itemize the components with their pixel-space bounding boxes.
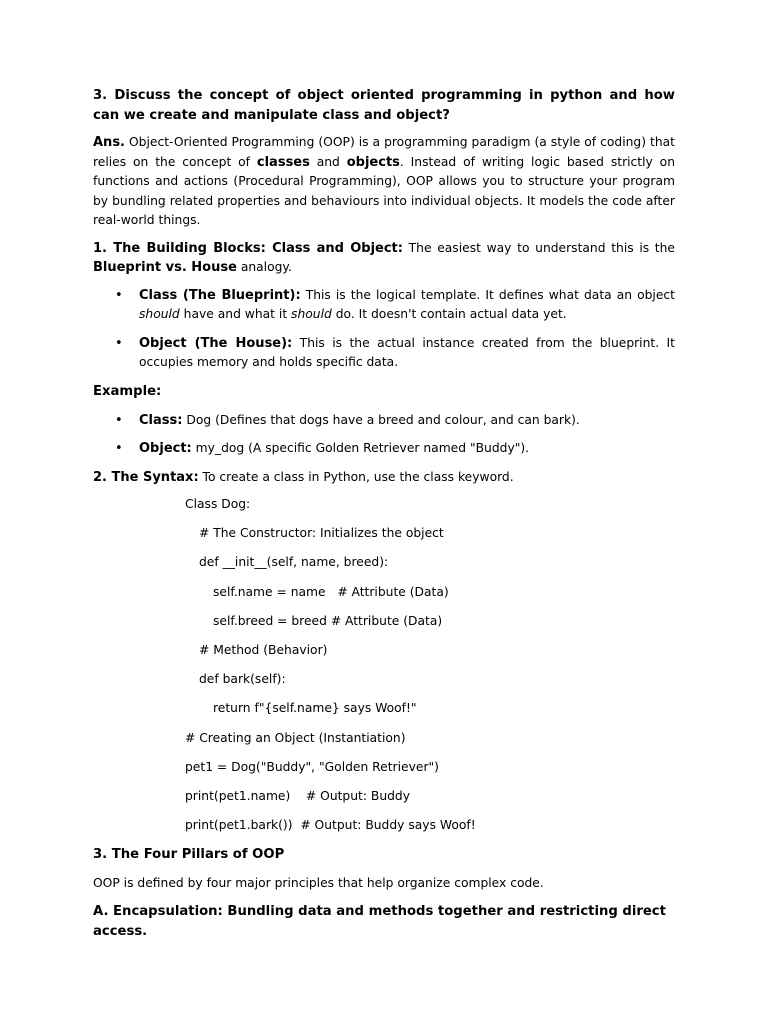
answer-text-2: and (309, 154, 347, 169)
bullet-label: Object: (139, 441, 192, 456)
code-line: print(pet1.bark()) # Output: Buddy says Woof! (185, 818, 476, 833)
answer-paragraph (93, 133, 675, 231)
section1-text-1: The easiest way to understand this is the (402, 240, 675, 255)
code-line: return f"{self.name} says Woof!" (213, 701, 417, 716)
example-bullet-list (93, 411, 675, 459)
document-page (93, 86, 675, 951)
code-line: print(pet1.name) # Output: Buddy (185, 788, 411, 803)
bullet-label: Class (The Blueprint): (139, 287, 301, 303)
answer-text-3: . Instead of writing logic based strictly on functions and actions (Procedural Programming), OOP allows you to structure your program by bundling related properties and behaviours into individual objects. It models the code after real-world things. (93, 154, 675, 227)
code-line: # Method (Behavior) (199, 642, 328, 657)
section1-bold-analogy: Blueprint vs. House (93, 260, 237, 275)
bullet-object-house (93, 334, 675, 373)
code-line: def bark(self): (199, 672, 286, 687)
code-line: # Creating an Object (Instantiation) (185, 730, 406, 745)
section2-paragraph (93, 468, 675, 488)
answer-bold-classes: classes (256, 154, 310, 170)
code-line: # The Constructor: Initializes the object (199, 526, 444, 541)
example-heading: Example: (93, 383, 162, 399)
section1-bullet-list (93, 286, 675, 373)
answer-text-1: Object-Oriented Programming (OOP) is a programming paradigm (a style of coding) that relies on the concept of (93, 135, 675, 169)
answer-bold-objects: objects (346, 154, 400, 170)
code-block (185, 495, 675, 835)
section2-heading: 2. The Syntax: (93, 469, 199, 485)
section3-text: OOP is defined by four major principles that help organize complex code. (93, 876, 544, 891)
code-line: self.name = name # Attribute (Data) (213, 584, 449, 599)
sectionA-heading: A. Encapsulation: Bundling data and methods together and restricting direct access. (93, 903, 666, 939)
bullet-class-blueprint (93, 286, 675, 325)
question-heading: 3. Discuss the concept of object oriented programming in python and how can we create and manipulate class and object? (93, 88, 675, 123)
code-line: self.breed = breed # Attribute (Data) (213, 613, 443, 628)
section3-heading: 3. The Four Pillars of OOP (93, 847, 285, 863)
code-line: Class Dog: (185, 497, 251, 511)
bullet-label: Object (The House): (139, 335, 293, 351)
bullet-text: This is the actual instance created from the blueprint. It occupies memory and holds specific data. (139, 335, 675, 369)
bullet-text: my_dog (A specific Golden Retriever named "Buddy"). (191, 441, 530, 455)
code-line: def __init__(self, name, breed): (199, 555, 389, 570)
section1-heading: 1. The Building Blocks: Class and Object: (93, 240, 403, 256)
code-line: pet1 = Dog("Buddy", "Golden Retriever") (185, 759, 439, 774)
section2-text: To create a class in Python, use the class keyword. (198, 469, 514, 484)
bullet-text: have and what it (179, 307, 292, 321)
bullet-text: Dog (Defines that dogs have a breed and colour, and can bark). (182, 412, 580, 427)
bullet-label: Class: (139, 412, 183, 428)
bullet-text: This is the logical template. It defines what data an object (300, 287, 675, 302)
answer-label: Ans. (93, 135, 125, 150)
bullet-italic: should (139, 307, 180, 321)
bullet-example-class (93, 411, 675, 431)
section1-paragraph (93, 239, 675, 278)
section1-text-2: analogy. (236, 260, 292, 274)
bullet-example-object (93, 439, 675, 459)
bullet-italic: should (291, 307, 332, 321)
bullet-text: do. It doesn't contain actual data yet. (331, 307, 567, 321)
